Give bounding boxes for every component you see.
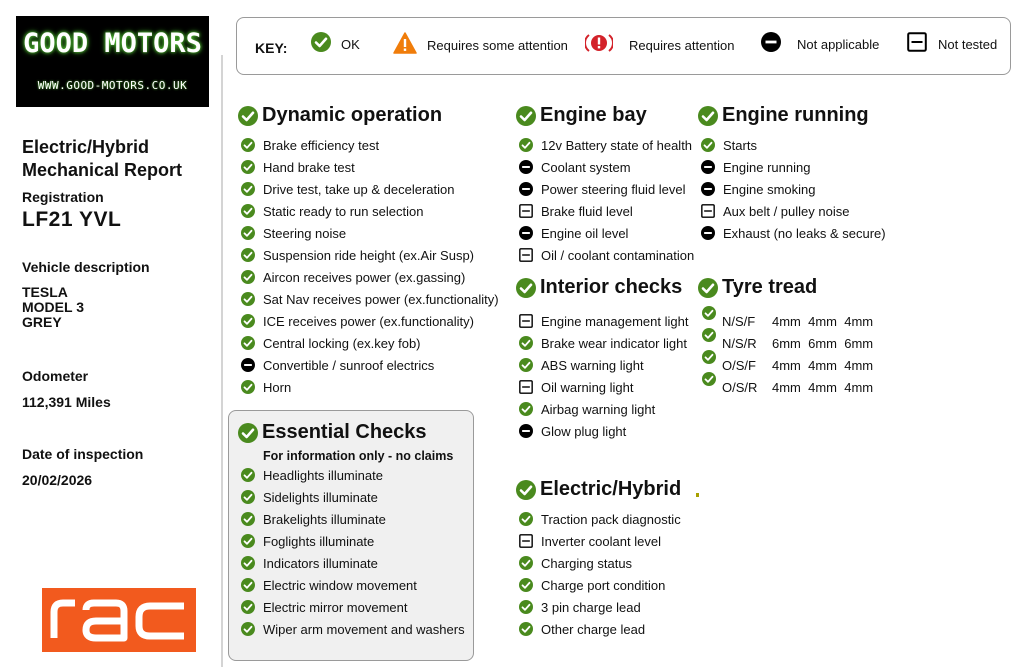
key-item-nt [907,32,997,52]
key-item-warning [393,32,568,54]
check-item [519,596,681,618]
check-item [241,530,465,552]
interior-checks-list [519,310,688,442]
rac-logo-mark [42,588,196,652]
check-icon [241,182,255,196]
not-applicable-icon [519,182,533,196]
check-icon [702,372,716,386]
check-icon [519,556,533,570]
key-legend [236,17,1011,75]
check-item [519,618,681,640]
check-item [241,288,499,310]
check-item-label: Oil warning light [541,379,634,395]
check-item [519,332,688,354]
section-title: Interior checks [540,276,683,298]
check-icon [311,32,331,52]
check-item-label: Hand brake test [263,159,355,175]
dynamic-operation-list [241,134,499,398]
check-item [519,552,681,574]
check-icon [519,622,533,636]
not-tested-icon [519,204,533,218]
vehicle-description-label: Vehicle description [22,259,150,275]
check-item-label: Sidelights illuminate [263,489,378,505]
check-icon [516,480,536,500]
alert-icon [585,32,613,54]
check-item-label: Airbag warning light [541,401,656,417]
check-item [519,376,688,398]
section-title: Essential Checks [262,421,427,443]
section-tyres-heading [698,276,817,299]
not-tested-icon [519,534,533,548]
check-icon [698,106,718,126]
check-item [701,222,886,244]
vehicle-description [22,285,84,330]
check-item [519,354,688,376]
section-engine-running-heading [698,104,869,127]
check-item [241,486,465,508]
check-icon [238,423,258,443]
check-icon [519,336,533,350]
check-item [241,574,465,596]
tyre-tread-depths: 4mm 4mm 4mm [772,358,874,373]
section-dynamic-heading [238,104,442,127]
check-item-label: Engine oil level [541,225,629,241]
check-item-label: Oil / coolant contamination [541,247,695,263]
check-item-label: Sat Nav receives power (ex.functionality) [263,291,499,307]
check-item-label: Exhaust (no leaks & secure) [723,225,886,241]
odometer-value: 112,391 Miles [22,394,111,410]
tyre-position: O/S/F [722,358,756,373]
not-applicable-icon [241,358,255,372]
check-icon [519,512,533,526]
section-title: Engine running [722,104,869,126]
check-icon [519,600,533,614]
key-item-na [761,32,879,52]
check-item [519,156,694,178]
inspection-date-value: 20/02/2026 [22,472,93,488]
check-item [241,596,465,618]
not-tested-icon [519,314,533,328]
check-item-label: Headlights illuminate [263,467,383,483]
check-item-label: Drive test, take up & deceleration [263,181,455,197]
key-label-alert: Requires attention [629,37,735,53]
check-item-label: Glow plug light [541,423,627,439]
check-icon [701,138,715,152]
essential-checks-list [241,464,465,640]
check-icon [241,270,255,284]
check-item-label: Aircon receives power (ex.gassing) [263,269,466,285]
not-tested-icon [701,204,715,218]
check-icon [519,138,533,152]
check-item-label: Indicators illuminate [263,555,378,571]
tyre-tread-depths: 6mm 6mm 6mm [772,336,874,351]
tyre-tread-depths: 4mm 4mm 4mm [772,380,874,395]
check-item-label: 12v Battery state of health [541,137,693,153]
check-icon [241,556,255,570]
column-divider [221,55,223,667]
check-item-label: Electric mirror movement [263,599,408,615]
logo-url: WWW.GOOD-MOTORS.CO.UK [37,79,188,92]
tyre-position: O/S/R [722,380,758,395]
check-item [519,508,681,530]
engine-running-list [701,134,886,244]
check-icon [702,306,716,320]
check-item-label: Engine management light [541,313,689,329]
check-icon [241,138,255,152]
not-tested-icon [519,248,533,262]
check-icon [238,106,258,126]
check-item-label: Coolant system [541,159,631,175]
check-item [241,376,499,398]
section-title: Electric/Hybrid [540,478,682,500]
section-electric-heading [516,478,681,501]
logo-name: GOOD MOTORS [23,28,202,59]
check-item-label: Engine running [723,159,811,175]
check-item [241,222,499,244]
check-item [241,266,499,288]
key-item-ok [311,32,360,52]
good-motors-logo [16,16,209,107]
not-applicable-icon [519,424,533,438]
key-title: KEY: [255,40,288,56]
essential-checks-subtitle: For information only - no claims [263,449,454,463]
not-applicable-icon [519,160,533,174]
check-item-label: Suspension ride height (ex.Air Susp) [263,247,475,263]
engine-bay-list [519,134,694,266]
not-tested-icon [519,380,533,394]
report-title-line2: Mechanical Report [22,160,183,180]
check-icon [698,278,718,298]
registration-label: Registration [22,189,104,205]
tyre-tread-depths: 4mm 4mm 4mm [772,314,874,329]
check-item [701,134,886,156]
check-item-label: Starts [723,137,757,153]
key-label-na: Not applicable [797,36,880,52]
check-item [519,200,694,222]
check-item [241,464,465,486]
check-item-label: Steering noise [263,225,347,241]
check-item-label: 3 pin charge lead [541,599,641,615]
check-item-label: Brake wear indicator light [541,335,687,351]
check-item-label: Aux belt / pulley noise [723,203,850,219]
check-item-label: Convertible / sunroof electrics [263,357,435,373]
tyre-position: N/S/F [722,314,756,329]
not-applicable-icon [701,182,715,196]
check-icon [241,336,255,350]
check-item-label: Static ready to run selection [263,203,424,219]
check-item [519,530,681,552]
check-icon [241,380,255,394]
check-icon [241,512,255,526]
check-item [519,178,694,200]
check-item [241,156,499,178]
odometer-label: Odometer [22,368,89,384]
check-item [241,508,465,530]
check-item [241,332,499,354]
vehicle-colour: GREY [22,314,62,330]
report-title-line1: Electric/Hybrid [22,137,150,157]
not-applicable-icon [701,160,715,174]
electric-hybrid-list [519,508,681,640]
not-tested-icon [907,32,927,52]
check-item-label: Brake efficiency test [263,137,380,153]
check-icon [519,402,533,416]
section-title: Tyre tread [722,276,818,298]
tyre-position: N/S/R [722,336,757,351]
check-item-label: Wiper arm movement and washers [263,621,465,637]
vehicle-make: TESLA [22,284,68,300]
check-item [701,156,886,178]
check-icon [241,160,255,174]
check-item [701,178,886,200]
section-engine-bay-heading [516,104,647,127]
check-icon [516,278,536,298]
not-applicable-icon [701,226,715,240]
check-item [519,222,694,244]
check-icon [519,358,533,372]
check-item [241,618,465,640]
check-icon [241,534,255,548]
key-item-alert [585,32,735,54]
check-item-label: ABS warning light [541,357,644,373]
check-icon [241,600,255,614]
check-item-label: Brakelights illuminate [263,511,386,527]
check-item-label: Engine smoking [723,181,816,197]
registration-value: LF21 YVL [22,208,122,231]
check-icon [241,578,255,592]
section-interior-heading [516,276,682,299]
check-icon [241,248,255,262]
check-item-label: Traction pack diagnostic [541,511,681,527]
check-item-label: Inverter coolant level [541,533,661,549]
check-item [519,574,681,596]
check-item [241,244,499,266]
check-icon [241,468,255,482]
key-label-ok: OK [341,36,360,52]
check-item-label: ICE receives power (ex.functionality) [263,313,474,329]
stray-mark [696,493,699,497]
key-label-nt: Not tested [938,36,998,52]
check-icon [241,622,255,636]
check-icon [241,314,255,328]
check-item [519,420,688,442]
check-item [701,200,886,222]
check-item-label: Charging status [541,555,633,571]
check-icon [702,328,716,342]
check-item [241,354,499,376]
check-item [241,310,499,332]
not-applicable-icon [519,226,533,240]
section-essential-heading [238,421,427,444]
check-icon [702,350,716,364]
check-item-label: Foglights illuminate [263,533,375,549]
rac-logo [42,588,196,652]
check-icon [241,226,255,240]
warning-icon [393,32,417,54]
inspection-date-label: Date of inspection [22,446,144,462]
report-title [22,136,217,182]
vehicle-model: MODEL 3 [22,299,84,315]
check-icon [241,204,255,218]
check-item [241,552,465,574]
check-item [241,178,499,200]
check-item [241,134,499,156]
check-icon [516,106,536,126]
check-item-label: Central locking (ex.key fob) [263,335,421,351]
check-item [241,200,499,222]
check-item-label: Power steering fluid level [541,181,686,197]
check-item [519,398,688,420]
section-title: Dynamic operation [262,104,443,126]
check-item-label: Brake fluid level [541,203,633,219]
check-item-label: Charge port condition [541,577,666,593]
section-title: Engine bay [540,104,647,126]
not-applicable-icon [761,32,781,52]
check-item-label: Horn [263,379,292,395]
key-label-warning: Requires some attention [427,37,568,53]
check-item-label: Electric window movement [263,577,417,593]
check-icon [241,292,255,306]
check-icon [519,578,533,592]
check-item-label: Other charge lead [541,621,646,637]
check-item [519,244,694,266]
check-item [519,134,694,156]
check-item [519,310,688,332]
check-icon [241,490,255,504]
